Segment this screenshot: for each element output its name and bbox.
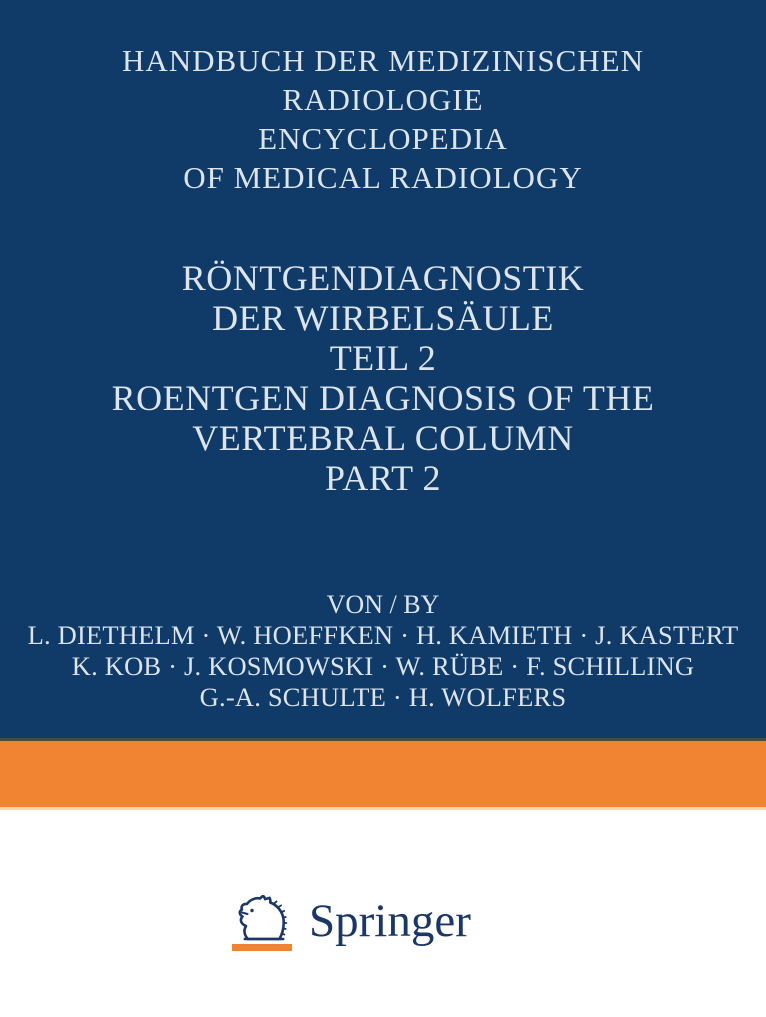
volume-title-line: PART 2: [325, 458, 441, 498]
orange-band: [0, 741, 766, 810]
cover-bottom-panel: [0, 813, 766, 1017]
byline: VON / BY: [326, 590, 440, 619]
authors-block: [0, 589, 766, 713]
volume-title-line: DER WIRBELSÄULE: [212, 298, 554, 338]
publisher-logo: [232, 895, 471, 955]
author-line: K. KOB · J. KOSMOWSKI · W. RÜBE · F. SCHILLING: [71, 651, 695, 681]
author-line: L. DIETHELM · W. HOEFFKEN · H. KAMIETH · J. KASTERT: [27, 620, 739, 650]
springer-horse-icon: [232, 895, 292, 953]
logo-underline-bar: [232, 944, 292, 951]
volume-title-line: TEIL 2: [329, 338, 437, 378]
volume-title-line: RÖNTGENDIAGNOSTIK: [181, 258, 585, 298]
series-title-line: ENCYCLOPEDIA: [258, 121, 508, 156]
publisher-name: Springer: [309, 895, 471, 947]
volume-title-line: ROENTGEN DIAGNOSIS OF THE: [111, 378, 655, 418]
volume-title-line: VERTEBRAL COLUMN: [192, 418, 574, 458]
series-title-line: RADIOLOGIE: [282, 82, 484, 117]
volume-title: [0, 258, 766, 498]
author-line: G.-A. SCHULTE · H. WOLFERS: [199, 682, 567, 712]
series-title-line: OF MEDICAL RADIOLOGY: [183, 160, 583, 195]
series-title: [0, 41, 766, 197]
series-title-line: HANDBUCH DER MEDIZINISCHEN: [122, 43, 644, 78]
